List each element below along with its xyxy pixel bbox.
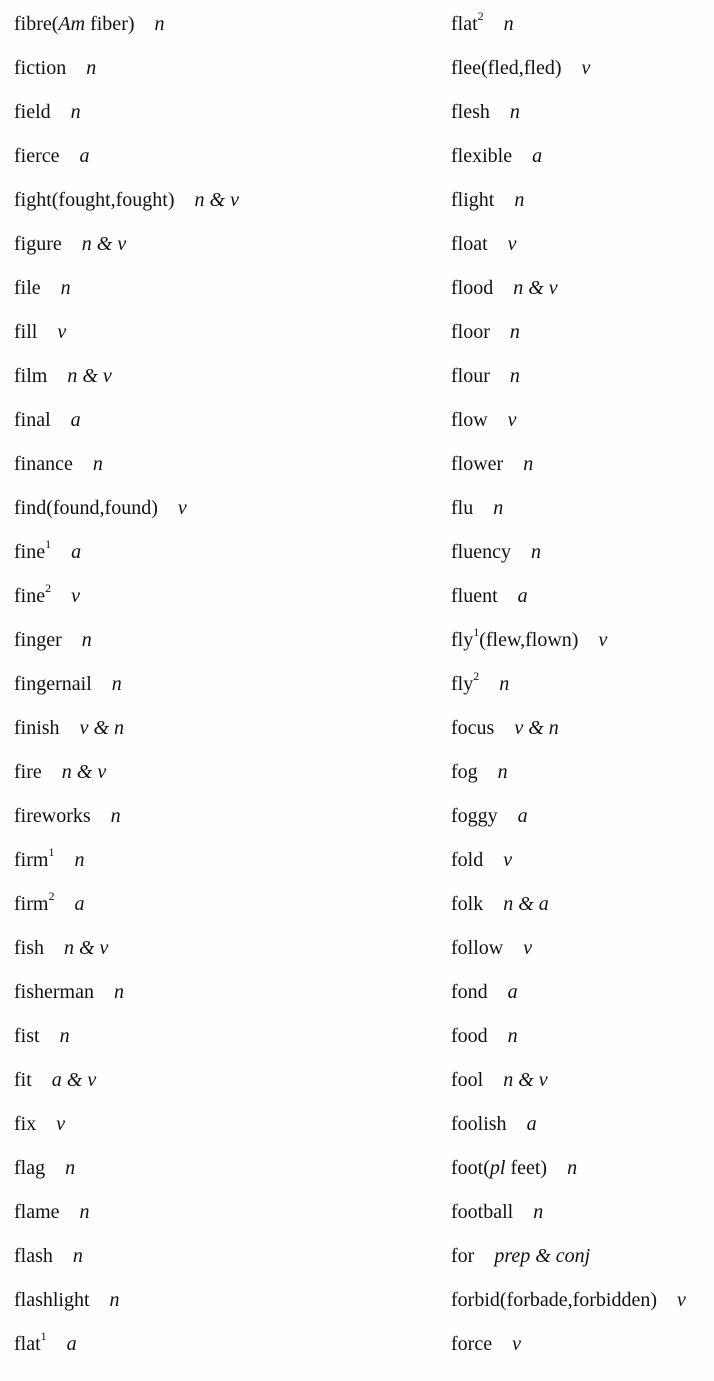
headword-tail: feet): [505, 1157, 548, 1179]
headword: flu: [451, 497, 474, 519]
part-of-speech: n & v: [64, 937, 109, 959]
headword: flame: [14, 1201, 60, 1223]
word-entry: [451, 276, 558, 300]
headword: firm: [14, 893, 49, 915]
headword: flash: [14, 1245, 53, 1267]
word-entry: [451, 1068, 548, 1092]
word-entry: [14, 1156, 75, 1180]
headword: fine: [14, 541, 46, 563]
headword: fingernail: [14, 673, 92, 695]
headword: fog: [451, 761, 478, 783]
part-of-speech: n: [92, 453, 103, 475]
headword: food: [451, 1025, 488, 1047]
part-of-speech: n: [72, 1245, 83, 1267]
part-of-speech: n: [499, 673, 510, 695]
part-of-speech: v: [507, 233, 517, 255]
word-entry: [14, 581, 80, 608]
headword: folk: [451, 893, 484, 915]
word-entry: [451, 364, 520, 388]
part-of-speech: n: [74, 849, 85, 871]
headword: flag: [14, 1157, 46, 1179]
homograph-number: 2: [473, 669, 480, 684]
part-of-speech: v & n: [514, 717, 559, 739]
word-entry: [14, 232, 126, 256]
word-entry: [14, 144, 90, 168]
homograph-number: 1: [473, 625, 480, 640]
part-of-speech: v: [57, 321, 67, 343]
part-of-speech: n: [109, 1289, 120, 1311]
headword: finger: [14, 629, 62, 651]
part-of-speech: n: [59, 1025, 70, 1047]
part-of-speech: n: [530, 541, 541, 563]
headword: focus: [451, 717, 495, 739]
part-of-speech: n: [509, 321, 520, 343]
headword: forbid(forbade,forbidden): [451, 1289, 658, 1311]
word-entry: [14, 716, 124, 740]
word-entry: [451, 1288, 686, 1312]
part-of-speech: n: [523, 453, 534, 475]
part-of-speech: a: [507, 981, 518, 1003]
word-entry: [451, 452, 533, 476]
usage-note: Am: [58, 13, 86, 35]
word-entry: [14, 408, 81, 432]
part-of-speech: a: [70, 409, 81, 431]
part-of-speech: a: [74, 893, 85, 915]
headword: flesh: [451, 101, 490, 123]
word-entry: [14, 804, 121, 828]
part-of-speech: n: [497, 761, 508, 783]
part-of-speech: v: [523, 937, 533, 959]
word-entry: [14, 889, 85, 916]
word-entry: [451, 1112, 537, 1136]
word-entry: [451, 1332, 521, 1356]
word-entry: [451, 848, 512, 872]
word-entry: [451, 1156, 577, 1180]
part-of-speech: n: [86, 57, 97, 79]
usage-note: pl: [489, 1157, 506, 1179]
headword: fireworks: [14, 805, 91, 827]
headword: football: [451, 1201, 514, 1223]
headword: flour: [451, 365, 490, 387]
part-of-speech: v: [581, 57, 591, 79]
homograph-number: 2: [45, 581, 52, 596]
word-entry: [14, 1068, 96, 1092]
word-entry: [451, 1200, 543, 1224]
headword: fluent: [451, 585, 498, 607]
headword: film: [14, 365, 48, 387]
word-entry: [14, 320, 66, 344]
part-of-speech: n: [503, 13, 514, 35]
word-entry: [14, 760, 106, 784]
headword: file: [14, 277, 41, 299]
homograph-number: 1: [48, 845, 55, 860]
part-of-speech: a: [71, 541, 82, 563]
headword: flow: [451, 409, 488, 431]
part-of-speech: n: [60, 277, 71, 299]
word-entry: [451, 936, 532, 960]
word-entry: [451, 892, 549, 916]
word-entry: [14, 364, 112, 388]
headword: fill: [14, 321, 38, 343]
headword: fibre(: [14, 13, 59, 35]
headword: flat: [14, 1333, 41, 1355]
part-of-speech: n: [65, 1157, 76, 1179]
headword: fold: [451, 849, 484, 871]
word-entry: [451, 232, 517, 256]
headword: field: [14, 101, 51, 123]
word-entry: [451, 625, 608, 652]
word-entry: [451, 540, 541, 564]
part-of-speech: n: [509, 101, 520, 123]
homograph-number: 1: [45, 537, 52, 552]
part-of-speech: v: [56, 1113, 66, 1135]
headword: fist: [14, 1025, 40, 1047]
headword: foolish: [451, 1113, 507, 1135]
word-entry: [14, 1200, 90, 1224]
word-entry: [14, 56, 96, 80]
headword: fond: [451, 981, 488, 1003]
headword: foggy: [451, 805, 498, 827]
part-of-speech: a: [532, 145, 543, 167]
part-of-speech: v: [177, 497, 187, 519]
word-entry: [451, 804, 528, 828]
part-of-speech: n & v: [61, 761, 107, 783]
word-entry: [451, 716, 559, 740]
part-of-speech: n: [113, 981, 124, 1003]
part-of-speech: a: [66, 1333, 77, 1355]
word-entry: [451, 56, 590, 80]
part-of-speech: n: [111, 673, 122, 695]
word-entry: [14, 100, 81, 124]
part-of-speech: v: [512, 1333, 521, 1355]
word-entry: [14, 1244, 83, 1268]
part-of-speech: v: [503, 849, 513, 871]
word-entry: [14, 496, 187, 520]
part-of-speech: n & v: [81, 233, 127, 255]
headword: fight(fought,fought): [14, 189, 175, 211]
headword: foot(: [451, 1157, 490, 1179]
headword: for: [451, 1245, 475, 1267]
headword: fierce: [14, 145, 60, 167]
word-entry: [14, 980, 124, 1004]
part-of-speech: n & v: [513, 277, 558, 299]
word-entry: [451, 980, 518, 1004]
word-entry: [451, 496, 503, 520]
word-entry: [451, 320, 520, 344]
headword: float: [451, 233, 488, 255]
word-entry: [14, 276, 71, 300]
word-entry: [14, 1288, 120, 1312]
headword: flashlight: [14, 1289, 90, 1311]
part-of-speech: a: [79, 145, 90, 167]
word-entry: [451, 584, 528, 608]
part-of-speech: n: [567, 1157, 578, 1179]
homograph-number: 2: [477, 9, 484, 24]
word-entry: [451, 760, 508, 784]
headword: figure: [14, 233, 62, 255]
part-of-speech: v & n: [79, 717, 124, 739]
headword: final: [14, 409, 51, 431]
headword: finish: [14, 717, 60, 739]
headword: firm: [14, 849, 49, 871]
word-entry: [14, 1112, 65, 1136]
word-entry: [451, 1244, 590, 1268]
word-entry: [451, 144, 542, 168]
part-of-speech: n & v: [503, 1069, 548, 1091]
part-of-speech: v: [598, 629, 608, 651]
headword: follow: [451, 937, 504, 959]
part-of-speech: v: [677, 1289, 686, 1311]
part-of-speech: n: [533, 1201, 544, 1223]
part-of-speech: v: [507, 409, 517, 431]
word-entry: [451, 408, 517, 432]
headword: fly: [451, 673, 474, 695]
part-of-speech: a: [517, 585, 528, 607]
word-entry: [14, 12, 165, 36]
word-entry: [14, 537, 82, 564]
part-of-speech: n & a: [503, 893, 549, 915]
word-entry: [451, 1024, 518, 1048]
headword-tail: (flew,flown): [479, 629, 579, 651]
part-of-speech: n: [154, 13, 165, 35]
headword-tail: fiber): [85, 13, 135, 35]
homograph-number: 1: [40, 1329, 47, 1344]
headword: fix: [14, 1113, 37, 1135]
headword: fine: [14, 585, 46, 607]
word-entry: [14, 936, 108, 960]
headword: force: [451, 1333, 493, 1355]
word-entry: [14, 1329, 77, 1356]
headword: fire: [14, 761, 42, 783]
word-entry: [14, 628, 92, 652]
headword: flee(fled,fled): [451, 57, 562, 79]
headword: flight: [451, 189, 495, 211]
word-entry: [14, 452, 103, 476]
part-of-speech: n: [507, 1025, 518, 1047]
headword: fluency: [451, 541, 511, 563]
part-of-speech: n: [110, 805, 121, 827]
headword: flexible: [451, 145, 513, 167]
headword: fly: [451, 629, 474, 651]
headword: flood: [451, 277, 494, 299]
part-of-speech: a: [517, 805, 528, 827]
part-of-speech: n: [79, 1201, 90, 1223]
word-entry: [451, 669, 510, 696]
word-entry: [14, 672, 122, 696]
headword: flat: [451, 13, 478, 35]
part-of-speech: n & v: [194, 189, 239, 211]
word-entry: [14, 188, 239, 212]
headword: floor: [451, 321, 490, 343]
headword: finance: [14, 453, 73, 475]
part-of-speech: n: [514, 189, 525, 211]
part-of-speech: a: [526, 1113, 537, 1135]
word-entry: [14, 845, 85, 872]
word-entry: [451, 188, 524, 212]
part-of-speech: n & v: [67, 365, 112, 387]
headword: flower: [451, 453, 504, 475]
part-of-speech: prep & conj: [494, 1245, 591, 1267]
word-entry: [14, 1024, 70, 1048]
homograph-number: 2: [48, 889, 55, 904]
part-of-speech: n: [70, 101, 81, 123]
part-of-speech: n: [493, 497, 504, 519]
headword: fool: [451, 1069, 484, 1091]
headword: fisherman: [14, 981, 94, 1003]
part-of-speech: n: [509, 365, 520, 387]
headword: fish: [14, 937, 44, 959]
part-of-speech: n: [81, 629, 92, 651]
headword: find(found,found): [14, 497, 158, 519]
word-entry: [451, 100, 520, 124]
part-of-speech: a & v: [51, 1069, 97, 1091]
headword: fit: [14, 1069, 32, 1091]
word-entry: [451, 9, 514, 36]
headword: fiction: [14, 57, 67, 79]
part-of-speech: v: [71, 585, 80, 607]
